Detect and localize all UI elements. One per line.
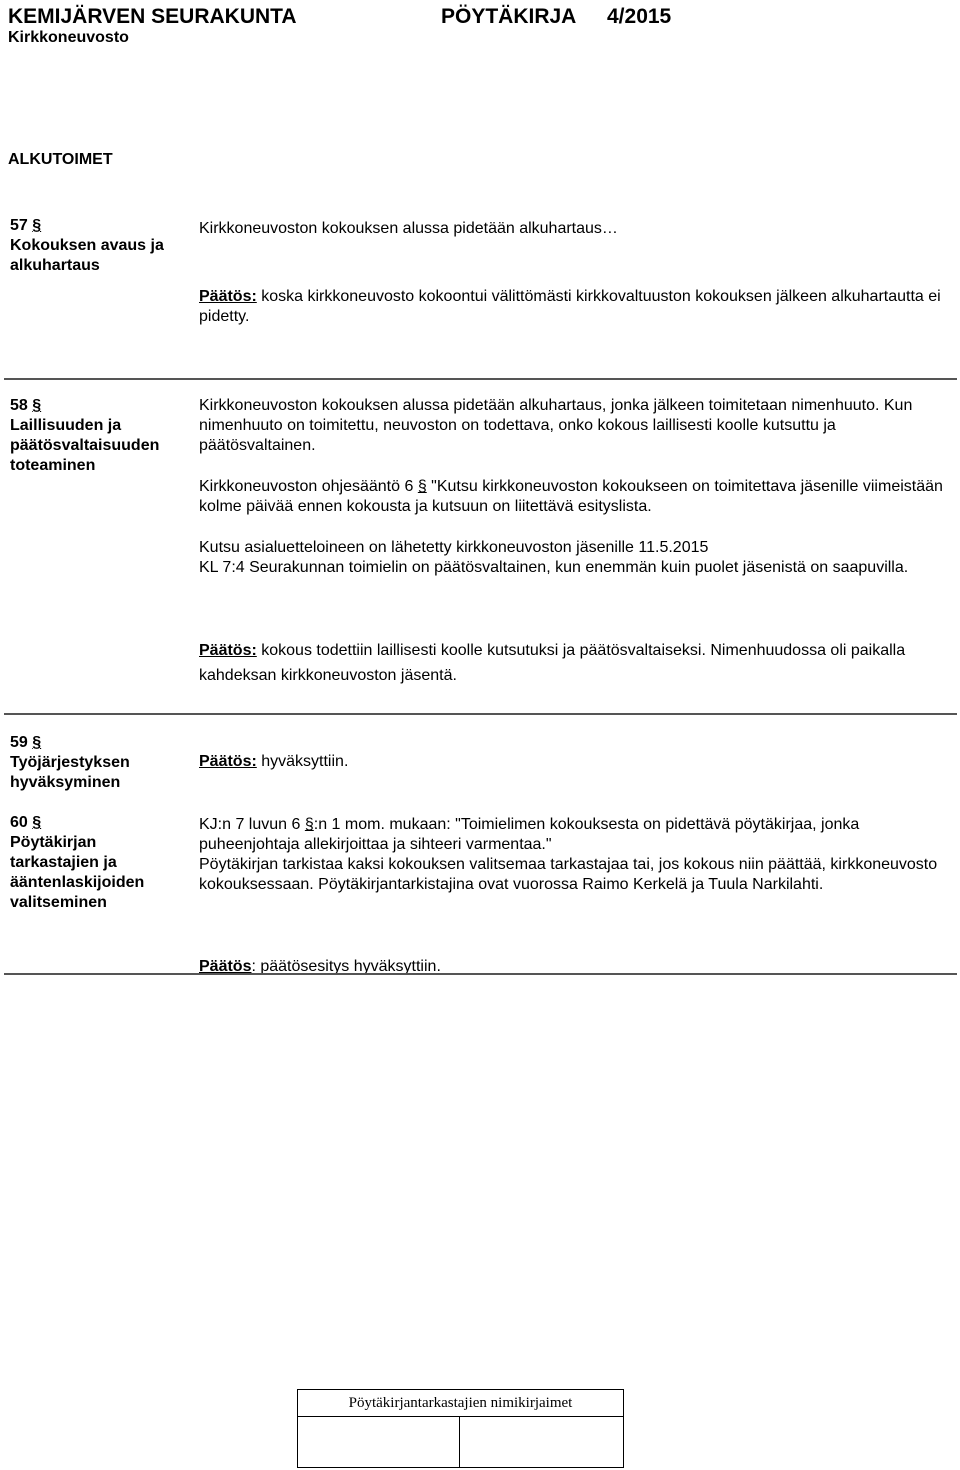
paragraph-text: :n 1 mom. mukaan: "Toimielimen kokouksesta on pidettävä pöytäkirjaa, jonka puheenjohtaja allekirjoittaa ja sihteeri varmentaa.": [199, 816, 860, 853]
decision-text: : päätösesitys hyväksyttiin.: [251, 958, 441, 975]
section-mark: §: [32, 397, 42, 414]
signature-cell: [460, 1417, 622, 1467]
item-57-heading: [10, 216, 185, 276]
item-60-paragraph-2: Pöytäkirjan tarkistaa kaksi kokouksen valitsemaa tarkastajaa tai, jos kokous niin päättää, kirkkoneuvosto kokouksessaan. Pöytäkirjantarkistajina ovat vuorossa Raimo Kerkelä ja Tuula Narkilahti.: [199, 856, 938, 893]
item-57-text: Kirkkoneuvoston kokouksen alussa pidetään alkuhartaus…: [199, 220, 618, 237]
item-59-title: Työjärjestyksen hyväksyminen: [10, 754, 130, 791]
section-mark: §: [304, 816, 314, 833]
signature-box-label: Pöytäkirjantarkastajien nimikirjaimet: [298, 1390, 623, 1417]
signature-initials-box: [297, 1389, 624, 1468]
divider: [4, 713, 957, 715]
decision-text: koska kirkkoneuvosto kokoontui välittömästi kirkkovaltuuston kokouksen jälkeen alkuhartautta ei pidetty.: [199, 288, 941, 325]
section-mark: §: [32, 217, 42, 234]
item-59-heading: [10, 733, 185, 793]
decision-text: hyväksyttiin.: [256, 753, 349, 770]
decision-label: Päätös:: [199, 753, 257, 770]
item-57-decision: [199, 287, 951, 327]
section-mark: §: [32, 734, 42, 751]
item-58-heading: [10, 396, 185, 476]
item-57-number: 57: [10, 217, 28, 234]
decision-label: Päätös:: [199, 288, 257, 305]
document-type: PÖYTÄKIRJA: [441, 5, 577, 28]
item-58-paragraph-1: Kirkkoneuvoston kokouksen alussa pidetään alkuhartaus, jonka jälkeen toimitetaan nimenhuuto. Kun nimenhuuto on toimitettu, neuvoston on todettava, onko kokous laillisesti koolle kutsuttu ja päätösvaltainen.: [199, 397, 913, 454]
meeting-body: Kirkkoneuvosto: [8, 29, 129, 46]
item-60-heading: [10, 813, 185, 913]
organization-name: KEMIJÄRVEN SEURAKUNTA: [8, 5, 297, 28]
paragraph-text: Kirkkoneuvoston ohjesääntö 6: [199, 478, 414, 495]
divider: [4, 378, 957, 380]
item-58-paragraph-4: KL 7:4 Seurakunnan toimielin on päätösvaltainen, kun enemmän kuin puolet jäsenistä on saapuvilla.: [199, 559, 909, 576]
item-58-paragraph-2: [199, 477, 951, 517]
divider: [4, 973, 957, 975]
decision-text: kokous todettiin laillisesti koolle kutsutuksi ja päätösvaltaiseksi. Nimenhuudossa oli paikalla kahdeksan kirkkoneuvoston jäsentä.: [199, 642, 906, 684]
item-58-paragraph-3: Kutsu asialuetteloineen on lähetetty kirkkoneuvoston jäsenille 11.5.2015: [199, 539, 709, 556]
item-60-paragraph-1: [199, 815, 951, 855]
section-mark: §: [32, 814, 42, 831]
item-58-decision: [199, 638, 951, 688]
item-60-title: Pöytäkirjan tarkastajien ja ääntenlaskijoiden valitseminen: [10, 834, 145, 911]
item-59-number: 59: [10, 734, 28, 751]
item-58-title: Laillisuuden ja päätösvaltaisuuden toteaminen: [10, 417, 160, 474]
paragraph-text: "Kutsu kirkkoneuvoston kokoukseen on toimitettava jäsenille viimeistään kolme päivää ennen kokousta ja kutsuun on liitettävä esityslista.: [199, 478, 943, 515]
item-58-number: 58: [10, 397, 28, 414]
section-mark: §: [417, 478, 427, 495]
signature-cell: [298, 1417, 460, 1467]
decision-label: Päätös:: [199, 642, 257, 659]
item-59-decision: [199, 752, 951, 772]
item-57-title: Kokouksen avaus ja alkuhartaus: [10, 237, 164, 274]
document-number: 4/2015: [607, 5, 672, 28]
decision-label: Päätös: [199, 958, 252, 975]
paragraph-text: KJ:n 7 luvun 6: [199, 816, 301, 833]
section-title: ALKUTOIMET: [8, 151, 113, 168]
item-60-number: 60: [10, 814, 28, 831]
